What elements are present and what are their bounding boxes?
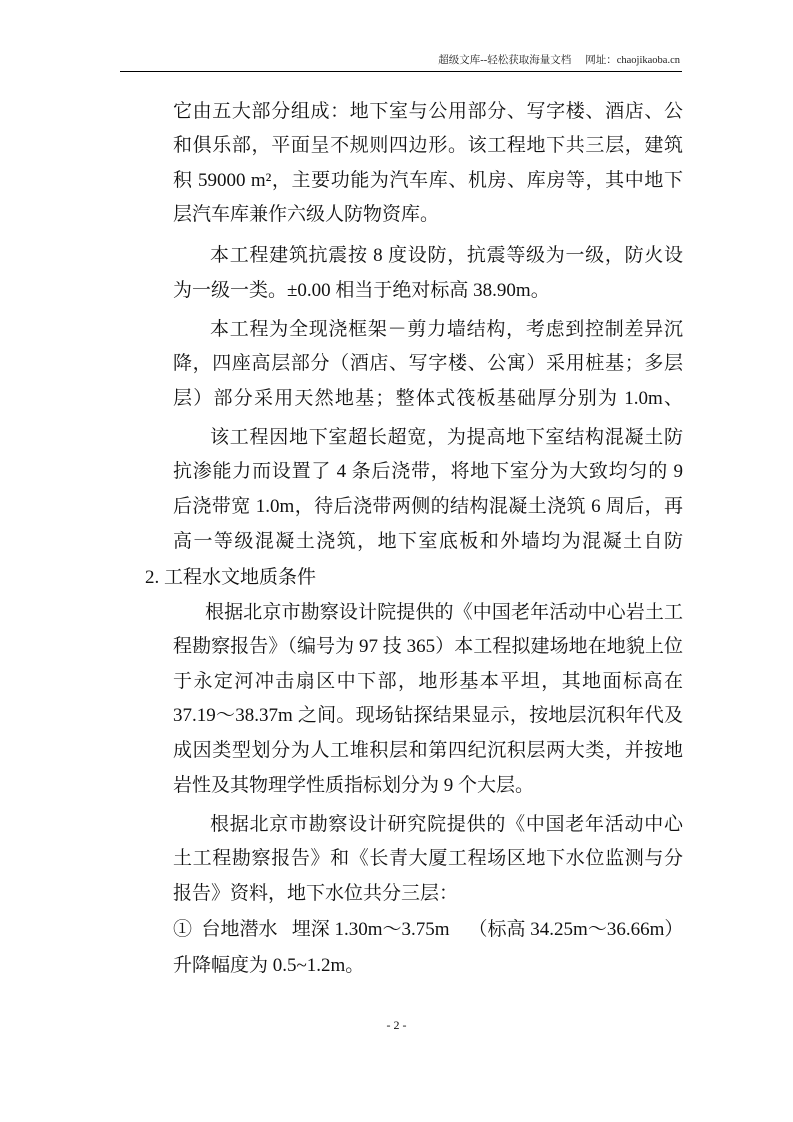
header-site-name: 超级文库--轻松获取海量文档 bbox=[438, 55, 572, 66]
text-line: 降，四座高层部分（酒店、写字楼、公寓）采用桩基；多层 bbox=[173, 353, 683, 374]
section-heading: 2. 工程水文地质条件 bbox=[145, 567, 317, 588]
page-header bbox=[438, 52, 680, 67]
text-line: 程勘察报告》（编号为 97 技 365）本工程拟建场地在地貌上位 bbox=[173, 636, 683, 657]
text-line: 和俱乐部，平面呈不规则四边形。该工程地下共三层，建筑 bbox=[173, 135, 683, 156]
text-line: 37.19～38.37m 之间。现场钻探结果显示，按地层沉积年代及 bbox=[173, 705, 683, 726]
text-line: 该工程因地下室超长超宽，为提高地下室结构混凝土防 bbox=[210, 427, 683, 448]
page-number: - 2 - bbox=[386, 1018, 407, 1032]
text-line: 报告》资料，地下水位共分三层： bbox=[173, 883, 459, 904]
text-line: 层汽车库兼作六级人防物资库。 bbox=[173, 204, 440, 225]
text-line: 后浇带宽 1.0m，待后浇带两侧的结构混凝土浇筑 6 周后，再 bbox=[173, 496, 683, 517]
text-line: 根据北京市勘察设计院提供的《中国老年活动中心岩土工 bbox=[205, 602, 683, 623]
text-line: 岩性及其物理学性质指标划分为 9 个大层。 bbox=[173, 775, 535, 796]
text-line: 层）部分采用天然地基；整体式筏板基础厚分别为 1.0m、 bbox=[173, 388, 683, 409]
text-line: 土工程勘察报告》和《长青大厦工程场区地下水位监测与分 bbox=[173, 848, 683, 869]
text-line: ① 台地潜水 埋深 1.30m～3.75m （标高 34.25m～36.66m） bbox=[173, 919, 683, 940]
header-url: 网址：chaojikaoba.cn bbox=[585, 55, 680, 66]
text-line: 高一等级混凝土浇筑，地下室底板和外墙均为混凝土自防 bbox=[173, 531, 683, 552]
text-line: 升降幅度为 0.5~1.2m。 bbox=[173, 955, 365, 976]
text-line: 积 59000 m²，主要功能为汽车库、机房、库房等，其中地下 bbox=[173, 170, 683, 191]
text-line: 它由五大部分组成：地下室与公用部分、写字楼、酒店、公 bbox=[173, 101, 683, 122]
text-line: 于永定河冲击扇区中下部，地形基本平坦，其地面标高在 bbox=[173, 671, 683, 692]
text-line: 根据北京市勘察设计研究院提供的《中国老年活动中心 bbox=[210, 814, 683, 835]
text-line: 本工程为全现浇框架－剪力墙结构，考虑到控制差异沉 bbox=[210, 319, 683, 340]
text-line: 为一级一类。±0.00 相当于绝对标高 38.90m。 bbox=[173, 280, 550, 301]
text-line: 成因类型划分为人工堆积层和第四纪沉积层两大类，并按地 bbox=[173, 740, 683, 761]
text-line: 抗渗能力而设置了 4 条后浇带，将地下室分为大致均匀的 9 bbox=[173, 461, 683, 482]
header-rule bbox=[120, 71, 682, 72]
text-line: 本工程建筑抗震按 8 度设防，抗震等级为一级，防火设 bbox=[210, 245, 683, 266]
